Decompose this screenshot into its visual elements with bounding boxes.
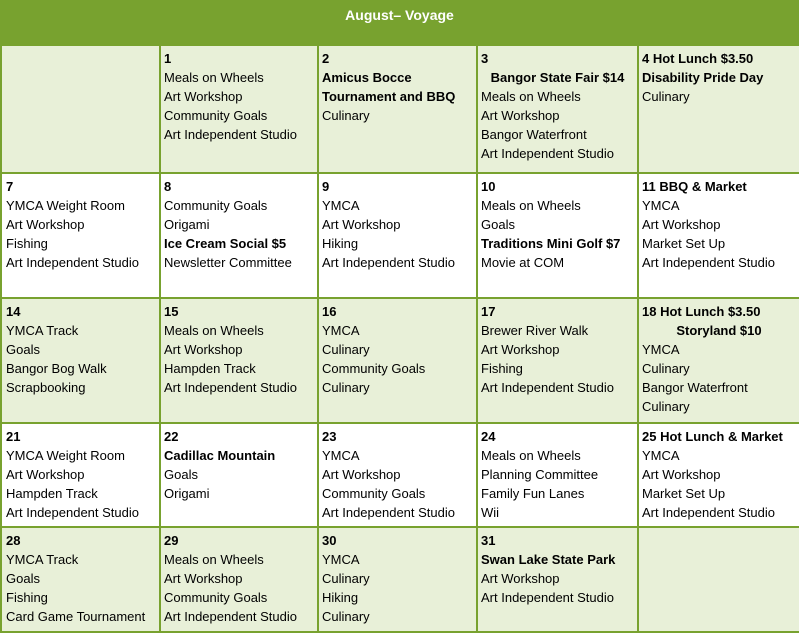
activity-item: Family Fun Lanes	[481, 486, 585, 501]
calendar-grid	[0, 44, 799, 633]
activity-item: Art Independent Studio	[164, 609, 297, 624]
activity-item: Art Workshop	[481, 342, 560, 357]
day-cell	[160, 423, 318, 527]
activity-item: Art Independent Studio	[164, 127, 297, 142]
activity-item: Community Goals	[322, 486, 426, 501]
week-row	[1, 423, 799, 527]
activity-item: Origami	[164, 486, 210, 501]
day-cell	[638, 298, 799, 423]
day-number: 21	[6, 429, 21, 444]
activity-item: Hampden Track	[164, 361, 256, 376]
day-cell	[160, 173, 318, 298]
day-cell	[1, 173, 160, 298]
activity-item: Art Workshop	[481, 108, 560, 123]
activity-item: Meals on Wheels	[481, 448, 581, 463]
day-cell	[160, 527, 318, 632]
activity-item: Culinary	[642, 361, 690, 376]
activity-item: YMCA	[642, 448, 680, 463]
activity-item: YMCA	[322, 448, 360, 463]
activity-item: Art Independent Studio	[322, 505, 455, 520]
activity-item: Ice Cream Social $5	[164, 236, 287, 251]
activity-item: Hiking	[322, 236, 359, 251]
activity-item: 11 BBQ & Market	[642, 179, 747, 194]
activity-item: Bangor Bog Walk	[6, 361, 107, 376]
activity-item: Market Set Up	[642, 486, 726, 501]
activity-item: Movie at COM	[481, 255, 565, 270]
calendar-title: August– Voyage	[0, 0, 799, 44]
activity-item: Community Goals	[164, 590, 268, 605]
activity-item: Culinary	[322, 342, 370, 357]
activity-item: 18 Hot Lunch $3.50	[642, 304, 761, 319]
activity-item: Disability Pride Day	[642, 70, 764, 85]
activity-item: Art Independent Studio	[481, 146, 614, 161]
week-row	[1, 298, 799, 423]
activity-item: 25 Hot Lunch & Market	[642, 429, 783, 444]
day-cell	[477, 45, 638, 173]
activity-item: Newsletter Committee	[164, 255, 292, 270]
activity-item: Art Workshop	[6, 467, 85, 482]
activity-item: Planning Committee	[481, 467, 599, 482]
day-cell	[477, 298, 638, 423]
activity-item: Art Workshop	[164, 342, 243, 357]
activity-item: Bangor Waterfront	[481, 127, 587, 142]
day-number: 29	[164, 533, 179, 548]
day-cell	[1, 527, 160, 632]
day-number: 22	[164, 429, 179, 444]
activity-item: Bangor Waterfront	[642, 380, 748, 395]
day-cell	[318, 173, 477, 298]
day-cell	[318, 423, 477, 527]
activity-item: Art Independent Studio	[642, 255, 775, 270]
day-cell	[160, 298, 318, 423]
activity-item: Swan Lake State Park	[481, 552, 616, 567]
activity-item: Brewer River Walk	[481, 323, 589, 338]
activity-item: Meals on Wheels	[481, 198, 581, 213]
activity-item: YMCA Weight Room	[6, 198, 125, 213]
activity-item: Hampden Track	[6, 486, 98, 501]
day-number: 9	[322, 179, 330, 194]
activity-item: Art Workshop	[322, 467, 401, 482]
activity-item: Meals on Wheels	[164, 552, 264, 567]
activity-item: Meals on Wheels	[164, 70, 264, 85]
activity-item: Goals	[6, 342, 40, 357]
activity-item: Community Goals	[164, 108, 268, 123]
activity-item: Art Independent Studio	[164, 380, 297, 395]
activity-item: Art Workshop	[6, 217, 85, 232]
day-cell	[477, 173, 638, 298]
week-row	[1, 173, 799, 298]
activity-item: Bangor State Fair $14	[490, 70, 625, 85]
day-number: 3	[481, 51, 489, 66]
activity-item: Origami	[164, 217, 210, 232]
day-number: 16	[322, 304, 337, 319]
activity-item: Goals	[6, 571, 40, 586]
activity-item: Art Independent Studio	[642, 505, 775, 520]
day-number: 24	[481, 429, 496, 444]
activity-item: 4 Hot Lunch $3.50	[642, 51, 754, 66]
day-cell	[318, 45, 477, 173]
day-cell	[318, 298, 477, 423]
day-number: 10	[481, 179, 496, 194]
activity-item: YMCA Weight Room	[6, 448, 125, 463]
day-cell	[638, 527, 799, 632]
activity-item: Cadillac Mountain	[164, 448, 276, 463]
activity-item: YMCA	[322, 552, 360, 567]
activity-item: Fishing	[6, 236, 48, 251]
activity-item: Art Independent Studio	[6, 255, 139, 270]
day-number: 17	[481, 304, 496, 319]
activity-item: Wii	[481, 505, 500, 520]
day-number: 14	[6, 304, 21, 319]
day-number: 8	[164, 179, 172, 194]
activity-item: Meals on Wheels	[481, 89, 581, 104]
day-cell	[318, 527, 477, 632]
activity-item: Hiking	[322, 590, 359, 605]
activity-item: Art Workshop	[164, 571, 243, 586]
day-number: 23	[322, 429, 337, 444]
activity-item: Culinary	[642, 89, 690, 104]
activity-item: Amicus Bocce	[322, 70, 412, 85]
day-cell	[477, 527, 638, 632]
day-number: 7	[6, 179, 14, 194]
activity-item: Meals on Wheels	[164, 323, 264, 338]
activity-item: Fishing	[481, 361, 523, 376]
day-number: 31	[481, 533, 496, 548]
day-cell	[1, 423, 160, 527]
activity-item: Art Workshop	[642, 467, 721, 482]
day-cell	[638, 173, 799, 298]
activity-item: YMCA Track	[6, 552, 79, 567]
activity-item: Community Goals	[322, 361, 426, 376]
calendar-body	[1, 45, 799, 632]
day-cell	[477, 423, 638, 527]
activity-item: Culinary	[322, 609, 370, 624]
week-row	[1, 527, 799, 632]
activity-item: Fishing	[6, 590, 48, 605]
activity-item: Culinary	[322, 380, 370, 395]
activity-item: Market Set Up	[642, 236, 726, 251]
activity-item: Culinary	[322, 108, 370, 123]
day-cell	[160, 45, 318, 173]
activity-item: Card Game Tournament	[6, 609, 146, 624]
activity-item: Art Workshop	[642, 217, 721, 232]
day-number: 30	[322, 533, 337, 548]
activity-item: Art Independent Studio	[481, 590, 614, 605]
activity-item: Goals	[164, 467, 198, 482]
activity-item: Goals	[481, 217, 515, 232]
day-cell	[638, 423, 799, 527]
activity-item: Storyland $10	[676, 323, 762, 338]
activity-item: Art Workshop	[164, 89, 243, 104]
activity-item: YMCA	[642, 198, 680, 213]
week-row	[1, 45, 799, 173]
day-number: 15	[164, 304, 179, 319]
activity-item: YMCA	[642, 342, 680, 357]
day-number: 2	[322, 51, 330, 66]
activity-item: Scrapbooking	[6, 380, 86, 395]
activity-item: Art Workshop	[322, 217, 401, 232]
activity-item: Tournament and BBQ	[322, 89, 456, 104]
activity-item: Art Independent Studio	[481, 380, 614, 395]
activity-item: Traditions Mini Golf $7	[481, 236, 621, 251]
activity-item: Art Independent Studio	[6, 505, 139, 520]
day-number: 1	[164, 51, 172, 66]
activity-item: Community Goals	[164, 198, 268, 213]
activity-item: Culinary	[642, 399, 690, 414]
day-number: 28	[6, 533, 21, 548]
day-cell	[1, 298, 160, 423]
activity-item: Art Independent Studio	[322, 255, 455, 270]
day-cell	[638, 45, 799, 173]
activity-item: YMCA	[322, 323, 360, 338]
activity-item: Art Workshop	[481, 571, 560, 586]
activity-item: YMCA Track	[6, 323, 79, 338]
activity-item: Culinary	[322, 571, 370, 586]
activity-item: YMCA	[322, 198, 360, 213]
day-cell	[1, 45, 160, 173]
